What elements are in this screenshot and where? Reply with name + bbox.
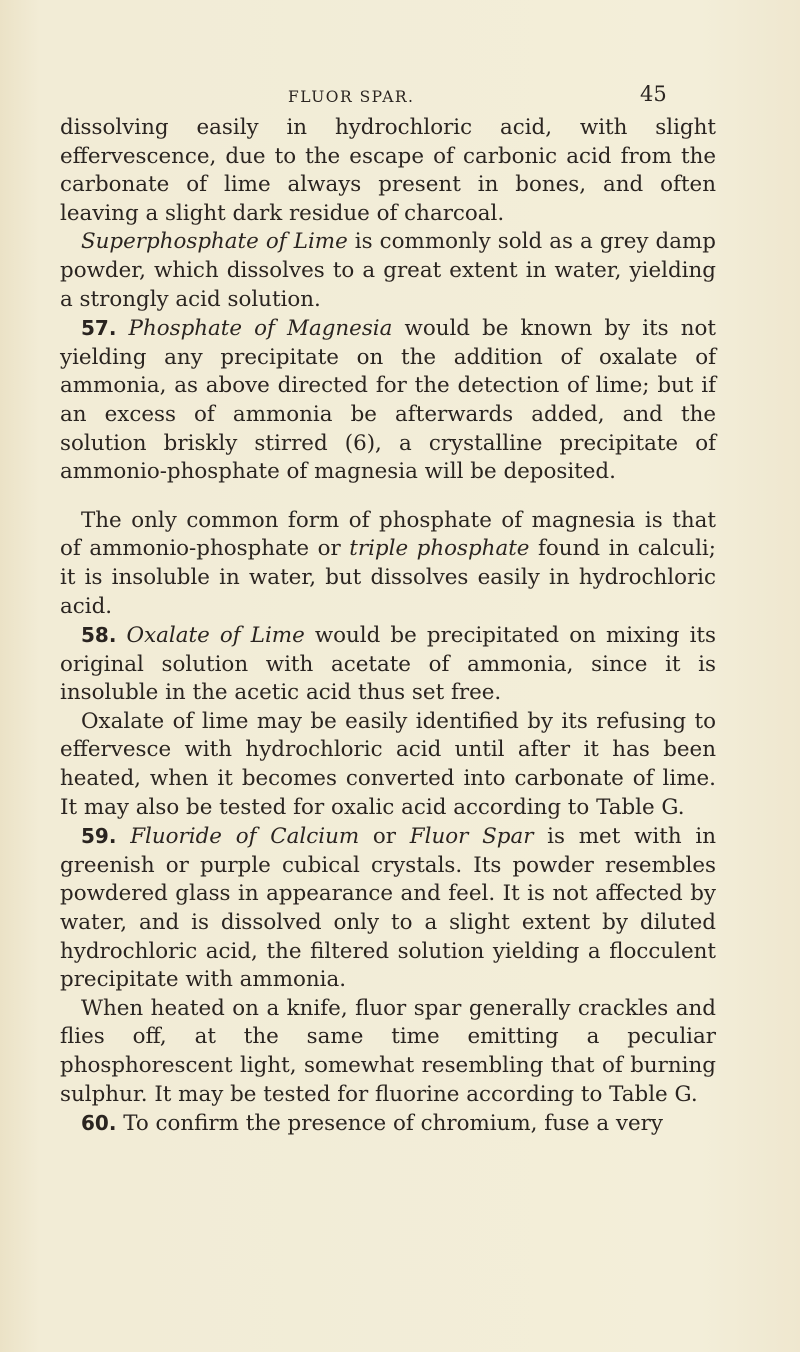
term-fluoride-of-calcium: Fluoride of Calcium [130, 824, 360, 850]
paragraph-continuation [60, 114, 716, 228]
paragraph-text: dissolving easily in hydrochloric acid, with slight effervescence, due to the escape of carbonic acid from the carbonate of lime always present in bones, and often leaving a slight dark residue of charcoal. [60, 115, 716, 226]
paragraph-text: To confirm the presence of chromium, fuse a very [116, 1111, 663, 1137]
paragraph-text: When heated on a knife, fluor spar generally crackles and flies off, at the same time emitting a peculiar phosphorescent light, somewhat resembling that of burning sulphur. It may be tested for fluorine according to Table G. [60, 995, 716, 1107]
section-number: 58. [81, 623, 117, 648]
paragraph-text: is commonly sold as a grey damp powder, which dissolves to a great extent in water, yielding a strongly acid solution. [60, 229, 716, 312]
term-oxalate-of-lime: Oxalate of Lime [126, 623, 305, 649]
paragraph-text: found in calculi; it is insoluble in water, but dissolves easily in hydrochloric acid. [60, 536, 716, 619]
page-header [0, 82, 800, 112]
paragraph-triple-phosphate [60, 507, 716, 621]
section-59 [60, 822, 716, 995]
paragraph-text: Oxalate of lime may be easily identified by its refusing to effervesce with hydrochloric acid until after it has been heated, when it becomes converted into carbonate of lime. It may also be tested for oxalic acid according to Table G. [60, 708, 716, 820]
term-fluor-spar: Fluor Spar [409, 824, 534, 850]
term-triple-phosphate: triple phosphate [349, 536, 530, 562]
paragraph-fluor-spar-heating [60, 995, 716, 1109]
body-text [60, 114, 716, 1139]
section-58 [60, 621, 716, 708]
paragraph-text: would be precipitated on mixing its original solution with acetate of ammonia, since it is insoluble in the acetic acid thus set free. [60, 623, 716, 706]
paragraph-oxalate-identification [60, 708, 716, 822]
section-number: 57. [81, 316, 117, 341]
section-number: 59. [81, 824, 117, 849]
term-phosphate-of-magnesia: Phosphate of Magnesia [128, 316, 393, 342]
paragraph-text: is met with in greenish or purple cubical crystals. Its powder resembles powdered glass in appearance and feel. It is not affected by water, and is dissolved only to a slight extent by diluted hydrochloric acid, the filtered solution yielding a flocculent precipitate with ammonia. [60, 824, 716, 993]
section-60 [60, 1109, 716, 1139]
paragraph-text: or [359, 824, 410, 850]
page-number: 45 [640, 82, 667, 106]
paragraph-text: would be known by its not yielding any precipitate on the addition of oxalate of ammonia, as above directed for the detection of lime; but if an excess of ammonia be afterwards added, and the solution briskly stirred (6), a crystalline precipitate of ammonio-phosphate of magnesia will be deposited. [60, 316, 716, 485]
term-superphosphate-of-lime: Superphosphate of Lime [81, 229, 348, 255]
section-number: 60. [81, 1111, 117, 1136]
running-head: FLUOR SPAR. [288, 88, 415, 106]
paragraph-superphosphate [60, 228, 716, 314]
section-57 [60, 314, 716, 487]
paragraph-text: The only common form of phosphate of magnesia is that of ammonio-phosphate or [60, 507, 716, 562]
